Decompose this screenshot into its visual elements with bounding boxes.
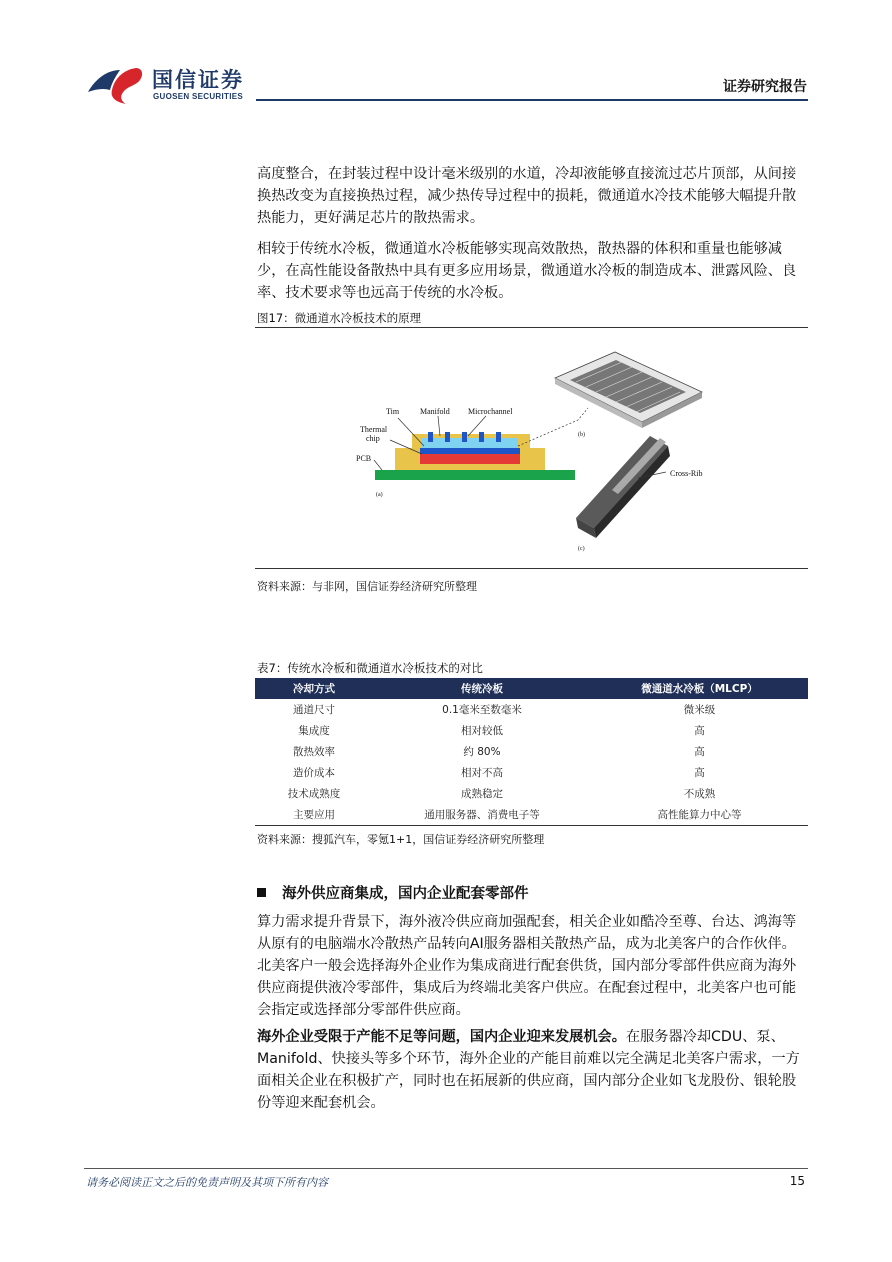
table-cell: 通用服务器、消费电子等 <box>373 804 591 825</box>
table-row <box>255 720 808 741</box>
figure-top-rule <box>255 327 808 328</box>
header-divider <box>256 99 808 101</box>
label-manifold: Manifold <box>420 407 450 416</box>
bullet-square-icon <box>257 888 266 897</box>
figure-source: 资料来源：与非网，国信证券经济研究所整理 <box>257 580 477 593</box>
comparison-table <box>255 678 808 826</box>
table-row <box>255 783 808 804</box>
channel-detail-3d <box>576 436 670 538</box>
section-title: 海外供应商集成，国内企业配套零部件 <box>282 886 529 902</box>
footer-disclaimer: 请务必阅读正文之后的免责声明及其项下所有内容 <box>86 1176 328 1189</box>
table-cell: 技术成熟度 <box>287 788 341 800</box>
tim-layer <box>420 448 520 454</box>
logo <box>86 62 246 106</box>
paragraph-4 <box>257 1026 809 1114</box>
paragraph-2: 相较于传统水冷板，微通道水冷板能够实现高效散热，散热器的体积和重量也能够减少，在高性能设备散热中具有更多应用场景，微通道水冷板的制造成本、泄露风险、良率、技术要求等也远高于传统的水冷板。 <box>257 241 797 301</box>
cold-plate-3d <box>555 352 702 428</box>
table-row <box>255 762 808 783</box>
figure-bottom-rule <box>255 568 808 569</box>
table-cell: 集成度 <box>298 725 330 737</box>
label-pcb: PCB <box>356 454 372 463</box>
paragraph-1: 高度整合，在封装过程中设计毫米级别的水道，冷却液能够直接流过芯片顶部，从间接换热改变为直接换热过程，减少热传导过程中的损耗，微通道水冷技术能够大幅提升散热能力，更好满足芯片的散热需求。 <box>257 166 797 226</box>
table-caption: 表7：传统水冷板和微通道水冷板技术的对比 <box>257 661 483 675</box>
table-cell: 主要应用 <box>255 804 373 825</box>
table-cell: 成熟稳定 <box>461 788 503 800</box>
paragraph-3: 算力需求提升背景下，海外液冷供应商加强配套，相关企业如酷冷至尊、台达、鸿海等从原有的电脑端水冷散热产品转向AI服务器相关散热产品，成为北美客户的合作伙伴。北美客户一般会选择海外企业作为集成商进行配套供货，国内部分零部件供应商为海外供应商提供液冷零部件，集成后为终端北美客户供应。在配套过程中，北美客户也可能会指定或选择部分零部件供应商。 <box>257 914 797 1018</box>
label-a: (a) <box>376 492 383 498</box>
table-cell: 造价成本 <box>293 767 335 779</box>
table-row <box>255 804 808 825</box>
table-cell: 高 <box>694 767 705 779</box>
page-number: 15 <box>789 1174 805 1188</box>
logo-text-cn: 国信证券 <box>152 68 244 92</box>
paragraph-4-lead: 海外企业受限于产能不足等问题，国内企业迎来发展机会。 <box>257 1029 626 1045</box>
table-header: 微通道水冷板（MLCP） <box>591 678 808 699</box>
section-heading <box>257 882 529 903</box>
label-thermal: Thermal <box>360 425 388 434</box>
paragraph-4-body: 在服务器冷却CDU、泵、Manifold、快接头等多个环节，海外企业的产能目前难以完全满足北美客户需求，一方面相关企业在积极扩产，同时也在拓展新的供应商，国内部分企业如飞龙股份、银轮股份等迎来配套机会。 <box>257 1029 800 1111</box>
table-row <box>255 741 808 762</box>
label-tim: Tim <box>386 407 400 416</box>
table-cell: 0.1毫米至数毫米 <box>442 704 522 716</box>
microchannel-diagram <box>350 350 720 560</box>
table-header: 冷却方式 <box>255 678 373 699</box>
pcb-board <box>375 470 575 480</box>
table-cell: 不成熟 <box>683 788 716 800</box>
guosen-logo-icon <box>86 64 146 104</box>
logo-text-en: GUOSEN SECURITIES <box>153 92 244 101</box>
figure-caption: 图17：微通道水冷板技术的原理 <box>257 311 422 325</box>
label-c: (c) <box>578 546 585 552</box>
manifold-layer <box>422 438 518 448</box>
footer-divider <box>84 1168 808 1169</box>
table-header-row <box>255 678 808 699</box>
table-cell: 高性能算力中心等 <box>591 804 808 825</box>
report-type: 证券研究报告 <box>723 79 807 95</box>
table-header: 传统冷板 <box>373 678 591 699</box>
table-cell: 高 <box>694 725 705 737</box>
label-microchannel: Microchannel <box>468 407 513 416</box>
table-cell: 相对较低 <box>461 725 503 737</box>
label-cross-rib: Cross-Rib <box>670 469 703 478</box>
table-source: 资料来源：搜狐汽车，零氪1+1，国信证券经济研究所整理 <box>257 833 545 846</box>
label-chip: chip <box>366 434 380 443</box>
table-cell: 高 <box>694 746 705 758</box>
thermal-chip <box>420 454 520 464</box>
table-cell: 通道尺寸 <box>293 704 335 716</box>
table-row <box>255 699 808 720</box>
table-cell: 微米级 <box>683 704 716 716</box>
table-cell: 约 80% <box>463 746 501 758</box>
label-b: (b) <box>578 432 585 438</box>
table-cell: 散热效率 <box>293 746 335 758</box>
table-cell: 相对不高 <box>461 767 503 779</box>
